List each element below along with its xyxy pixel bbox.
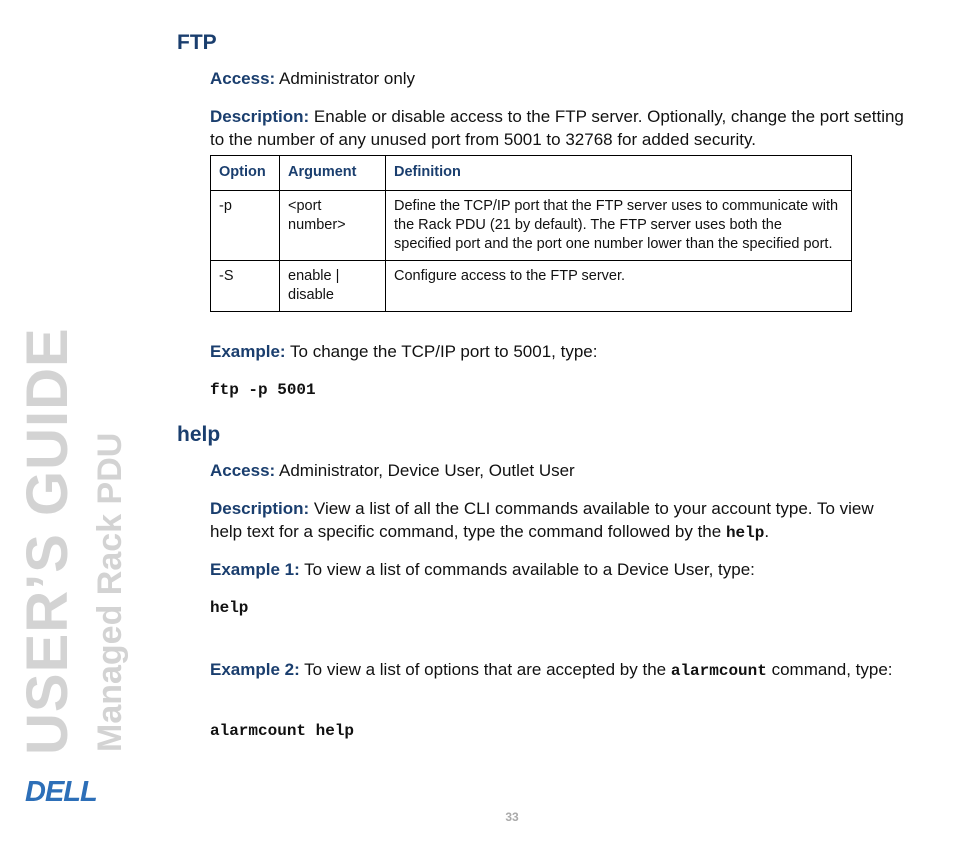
help-example-2-end: command, type: bbox=[766, 660, 893, 679]
argument-cell: <port number> bbox=[280, 191, 386, 261]
help-access-text: Administrator, Device User, Outlet User bbox=[275, 461, 575, 480]
help-description-text: View a list of all the CLI commands available to your account type. To view help text for a specific command, type the command followed by the bbox=[210, 499, 874, 541]
help-example-1-code: help bbox=[210, 599, 249, 617]
table-row bbox=[211, 261, 852, 312]
help-description-code: help bbox=[725, 524, 765, 542]
ftp-heading: FTP bbox=[177, 31, 217, 54]
ftp-description-text: Enable or disable access to the FTP server. Optionally, change the port setting to the number of any unused port from 5001 to 32768 for added security. bbox=[210, 107, 904, 149]
ftp-options-table bbox=[210, 155, 852, 312]
ftp-access-label: Access: bbox=[210, 69, 276, 88]
ftp-example bbox=[210, 340, 910, 363]
definition-cell: Define the TCP/IP port that the FTP server uses to communicate with the Rack PDU (21 by default). The FTP server uses both the specified port and the port one number lower than the specified port. bbox=[386, 191, 852, 261]
ftp-example-label: Example: bbox=[210, 342, 286, 361]
help-example-2-text: To view a list of options that are accepted by the bbox=[299, 660, 671, 679]
help-description bbox=[210, 497, 910, 545]
ftp-description bbox=[210, 105, 910, 151]
option-cell: -S bbox=[211, 261, 280, 312]
table-header-row bbox=[211, 156, 852, 191]
ftp-description-label: Description: bbox=[210, 107, 310, 126]
help-description-end: . bbox=[764, 522, 770, 541]
help-example-2-code: alarmcount bbox=[670, 662, 767, 680]
column-header-definition: Definition bbox=[386, 156, 852, 191]
page-number: 33 bbox=[505, 810, 519, 824]
column-header-option: Option bbox=[211, 156, 280, 191]
table-row bbox=[211, 191, 852, 261]
sidebar-product-subtitle: Managed Rack PDU bbox=[91, 432, 129, 752]
ftp-access-text: Administrator only bbox=[275, 69, 416, 88]
help-example-2-label: Example 2: bbox=[210, 660, 300, 679]
help-example-1 bbox=[210, 558, 910, 581]
help-description-label: Description: bbox=[210, 499, 310, 518]
help-heading: help bbox=[177, 423, 221, 446]
definition-cell: Configure access to the FTP server. bbox=[386, 261, 852, 312]
sidebar-guide-title: USER’S GUIDE bbox=[15, 327, 80, 755]
argument-cell: enable | disable bbox=[280, 261, 386, 312]
ftp-access bbox=[210, 67, 910, 90]
help-access-label: Access: bbox=[210, 461, 276, 480]
column-header-argument: Argument bbox=[280, 156, 386, 191]
help-example-2 bbox=[210, 658, 910, 683]
dell-logo: DELL bbox=[25, 776, 97, 808]
help-example-2-command: alarmcount help bbox=[210, 722, 355, 740]
help-example-1-text: To view a list of commands available to a Device User, type: bbox=[299, 560, 755, 579]
help-access bbox=[210, 459, 910, 482]
ftp-example-code: ftp -p 5001 bbox=[210, 381, 316, 399]
option-cell: -p bbox=[211, 191, 280, 261]
help-example-1-label: Example 1: bbox=[210, 560, 300, 579]
ftp-example-text: To change the TCP/IP port to 5001, type: bbox=[285, 342, 598, 361]
